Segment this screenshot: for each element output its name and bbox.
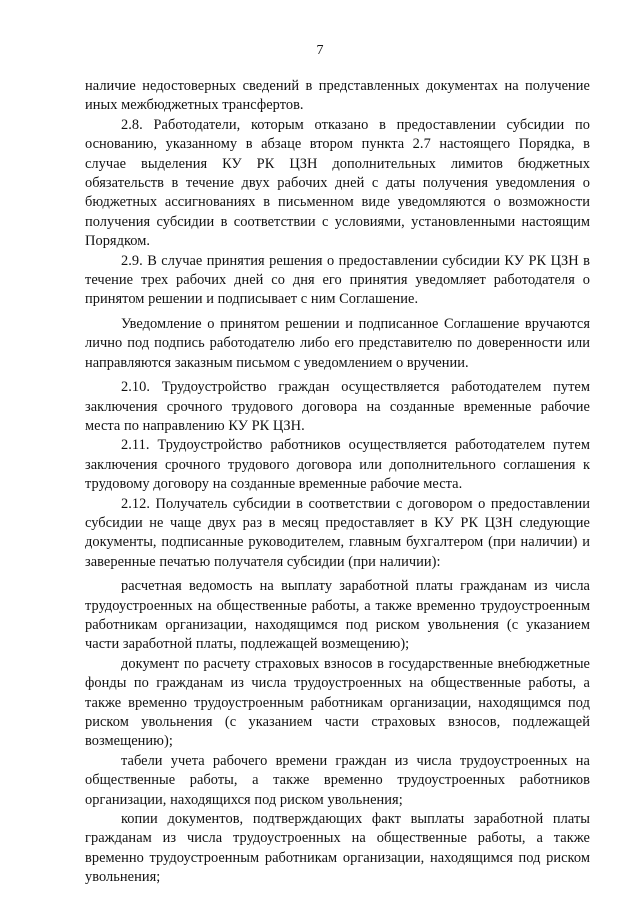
paragraph-notification: Уведомление о принятом решении и подписанное Соглашение вручаются лично под подпись работодателю либо его представителю по доверенности или направляются заказным письмом с уведомлением о вручении. bbox=[85, 315, 590, 371]
list-item-payment-copies: копии документов, подтверждающих факт выплаты заработной платы гражданам из числа трудоустроенных на общественные работы, а также временно трудоустроенным работникам организации, находящимся под риском увольнения; bbox=[85, 811, 590, 886]
page-number: 7 bbox=[316, 43, 324, 58]
list-item-timesheets: табели учета рабочего времени граждан из числа трудоустроенных на общественные работы, а также временно трудоустроенных работников организации, находящихся под риском увольнения; bbox=[85, 752, 590, 808]
document-body bbox=[85, 77, 590, 888]
paragraph-2-9: 2.9. В случае принятия решения о предоставлении субсидии КУ РК ЦЗН в течение трех рабочих дней со дня его принятия уведомляет работодателя о принятом решении и подписывает с ним Соглашение. bbox=[85, 252, 590, 308]
paragraph-continuation: наличие недостоверных сведений в представленных документах на получение иных межбюджетных трансфертов. bbox=[85, 78, 590, 114]
paragraph-2-12: 2.12. Получатель субсидии в соответствии с договором о предоставлении субсидии не чаще двух раз в месяц предоставляет в КУ РК ЦЗН следующие документы, подписанные руководителем, главным бухгалтером (при наличии) и заверенные печатью получателя субсидии (при наличии): bbox=[85, 495, 590, 570]
paragraph-2-8: 2.8. Работодатели, которым отказано в предоставлении субсидии по основанию, указанному в абзаце втором пункта 2.7 настоящего Порядка, в случае выделения КУ РК ЦЗН дополнительных лимитов бюджетных обязательств в течение двух рабочих дней с даты получения уведомления о бюджетных ассигнованиях в письменном виде уведомляются о возможности получения субсидии в соответствии с условиями, установленными настоящим Порядком. bbox=[85, 116, 590, 250]
paragraph-2-11: 2.11. Трудоустройство работников осуществляется работодателем путем заключения срочного трудового договора или дополнительного соглашения к трудовому договору на созданные временные рабочие места. bbox=[85, 437, 590, 493]
paragraph-2-10: 2.10. Трудоустройство граждан осуществляется работодателем путем заключения срочного трудового договора на созданные временные рабочие места по направлению КУ РК ЦЗН. bbox=[85, 379, 590, 434]
list-item-insurance-calculation: документ по расчету страховых взносов в государственные внебюджетные фонды по гражданам из числа трудоустроенных на общественные работы, а также временно трудоустроенным работникам организации, находящимся под риском увольнения (с указанием части страховых взносов, подлежащей возмещению); bbox=[85, 655, 590, 750]
list-item-payroll-statement: расчетная ведомость на выплату заработной платы гражданам из числа трудоустроенных на общественные работы, а также временно трудоустроенным работникам организации, находящимся под риском увольнения (с указанием части заработной платы, подлежащей возмещению); bbox=[85, 578, 590, 653]
